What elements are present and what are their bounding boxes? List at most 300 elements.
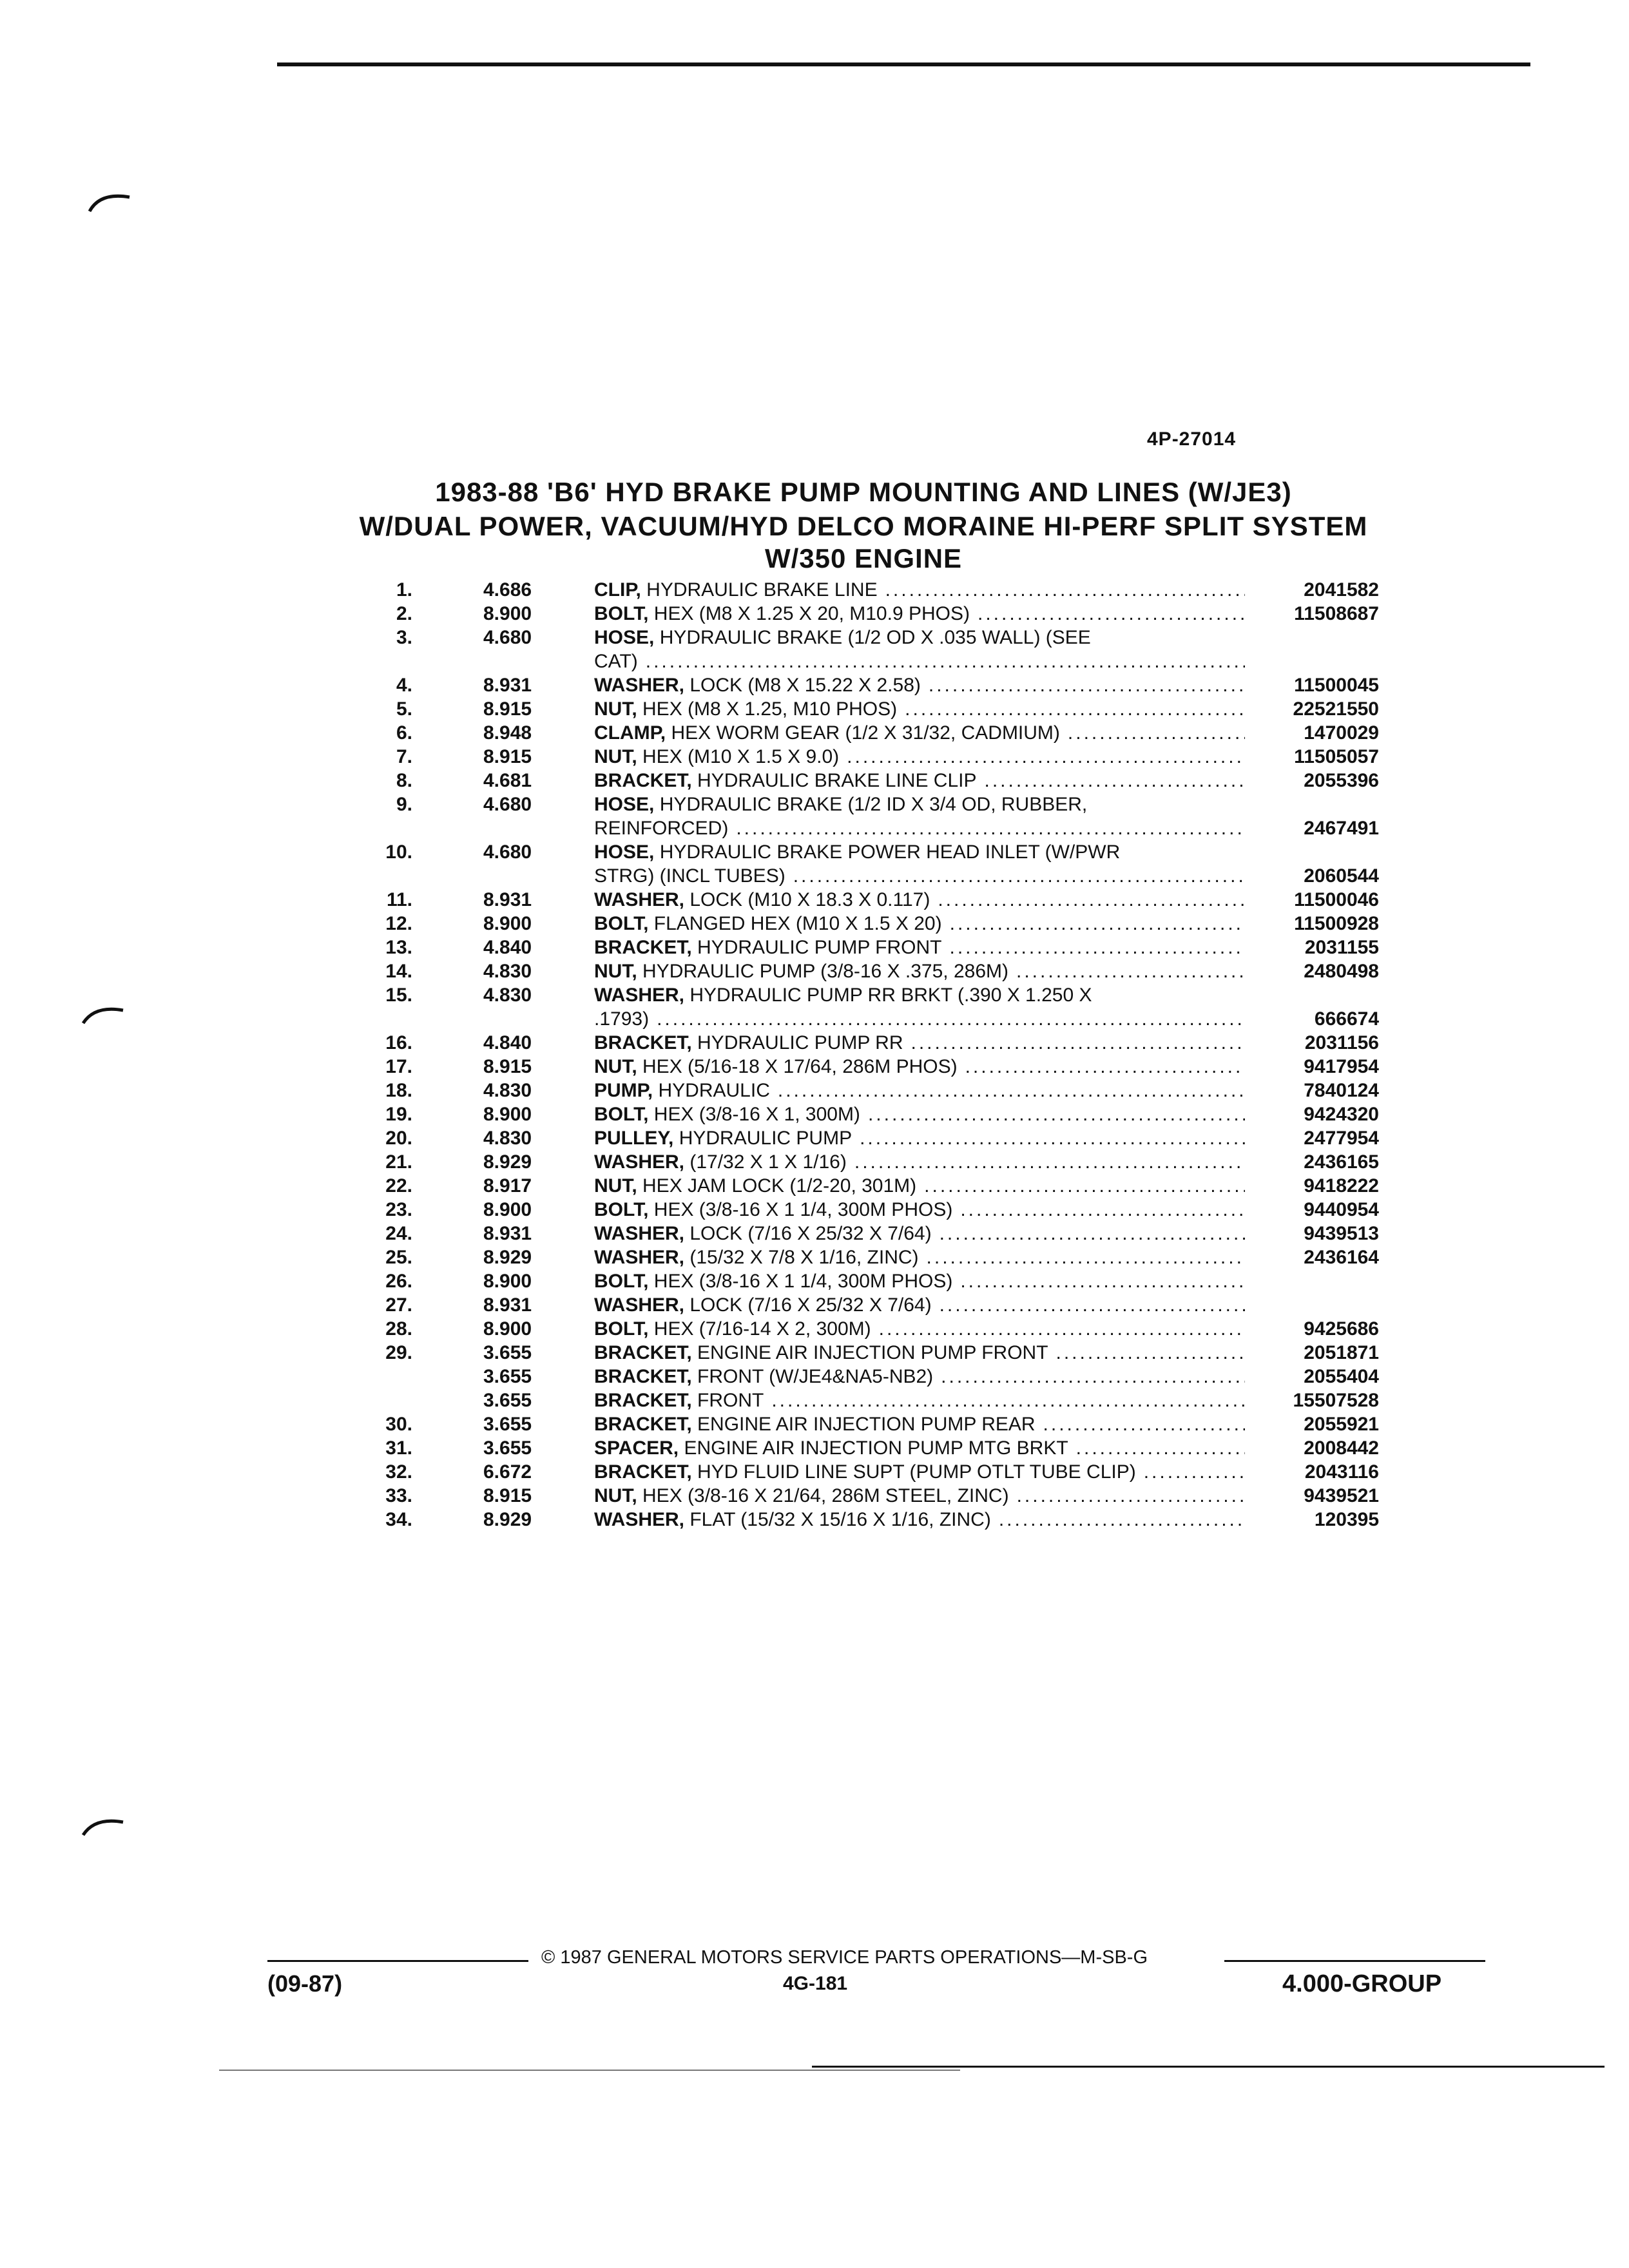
dot-leader: [999, 1508, 1245, 1532]
part-row: [348, 959, 1379, 983]
description-text: .1793): [594, 1008, 650, 1030]
group-number: 8.900: [483, 603, 532, 624]
document-number: 4P-27014: [1147, 428, 1237, 450]
margin-mark: [81, 1812, 126, 1838]
dot-leader: [1144, 1460, 1245, 1484]
part-description: [594, 769, 1245, 793]
description-line: [594, 1055, 1245, 1079]
group-number: 3.655: [483, 1437, 532, 1459]
group-number: 8.915: [483, 1485, 532, 1506]
part-description: [594, 1245, 1245, 1269]
part-number: 2060544: [1304, 865, 1379, 887]
part-description: [594, 1079, 1245, 1102]
description-line: [594, 983, 1245, 1007]
dot-leader: [847, 745, 1245, 769]
part-row: [348, 769, 1379, 793]
dot-leader: [1043, 1412, 1245, 1436]
description-text: HYDRAULIC BRAKE LINE: [646, 579, 878, 601]
part-description: [594, 1412, 1245, 1436]
description-text: ENGINE AIR INJECTION PUMP REAR: [697, 1414, 1036, 1435]
item-number: 23.: [385, 1199, 412, 1220]
dot-leader: [940, 1222, 1245, 1245]
dot-leader: [984, 769, 1245, 793]
footer-group: 4.000-GROUP: [1282, 1970, 1442, 1997]
dot-leader: [1056, 1341, 1245, 1365]
part-name: BOLT,: [594, 1271, 649, 1292]
dot-leader: [960, 1198, 1245, 1222]
description-text: REINFORCED): [594, 818, 729, 839]
group-number: 8.917: [483, 1175, 532, 1196]
part-number: 9439521: [1304, 1485, 1379, 1506]
group-number: 4.686: [483, 579, 532, 601]
description-text: HYDRAULIC BRAKE POWER HEAD INLET (W/PWR: [659, 841, 1121, 863]
item-number: 12.: [385, 913, 412, 934]
description-line: [594, 864, 1245, 888]
dot-leader: [771, 1389, 1245, 1412]
footer-page-number: 4G-181: [783, 1973, 848, 1994]
part-number: 2008442: [1304, 1437, 1379, 1459]
item-number: 34.: [385, 1509, 412, 1530]
part-number: 11500928: [1294, 913, 1379, 934]
part-name: BRACKET,: [594, 1342, 692, 1363]
dot-leader: [965, 1055, 1245, 1079]
description-line: [594, 745, 1245, 769]
description-line: [594, 888, 1245, 912]
dot-leader: [778, 1079, 1245, 1102]
part-row: [348, 936, 1379, 959]
group-number: 8.915: [483, 1056, 532, 1077]
part-description: [594, 936, 1245, 959]
part-number: 9418222: [1304, 1175, 1379, 1196]
dot-leader: [736, 816, 1245, 840]
part-number: 2477954: [1304, 1128, 1379, 1149]
dot-leader: [941, 1365, 1245, 1389]
item-number: 30.: [385, 1414, 412, 1435]
description-text: HEX (3/8-16 X 1, 300M): [653, 1104, 860, 1125]
part-number: 9440954: [1304, 1199, 1379, 1220]
item-number: 16.: [385, 1032, 412, 1053]
group-number: 8.929: [483, 1151, 532, 1173]
part-row: [348, 1150, 1379, 1174]
item-number: 4.: [396, 675, 412, 696]
dot-leader: [646, 649, 1245, 673]
description-line: [594, 1174, 1245, 1198]
description-line: [594, 1031, 1245, 1055]
description-text: HEX JAM LOCK (1/2-20, 301M): [642, 1175, 917, 1196]
part-name: BRACKET,: [594, 937, 692, 958]
item-number: 1.: [396, 579, 412, 601]
part-description: [594, 1389, 1245, 1412]
part-number: 9417954: [1304, 1056, 1379, 1077]
item-number: 18.: [385, 1080, 412, 1101]
part-number: 2031155: [1304, 937, 1379, 958]
part-number: 7840124: [1304, 1080, 1379, 1101]
part-number: 2051871: [1304, 1342, 1379, 1363]
part-row: [348, 1174, 1379, 1198]
part-description: [594, 578, 1245, 602]
dot-leader: [854, 1150, 1245, 1174]
item-number: 26.: [385, 1271, 412, 1292]
bottom-rule-right: [812, 2066, 1605, 2068]
part-description: [594, 697, 1245, 721]
item-number: 2.: [396, 603, 412, 624]
dot-leader: [905, 697, 1245, 721]
description-line: [594, 1484, 1245, 1508]
description-line: [594, 721, 1245, 745]
description-text: HYDRAULIC BRAKE (1/2 ID X 3/4 OD, RUBBER,: [659, 794, 1088, 815]
part-number: 2041582: [1304, 579, 1379, 601]
part-row: [348, 793, 1379, 840]
description-text: HYDRAULIC PUMP RR BRKT (.390 X 1.250 X: [689, 985, 1092, 1006]
description-text: HYD FLUID LINE SUPT (PUMP OTLT TUBE CLIP): [697, 1461, 1136, 1483]
dot-leader: [1016, 959, 1245, 983]
dot-leader: [978, 602, 1245, 626]
part-name: CLAMP,: [594, 722, 666, 744]
group-number: 3.655: [483, 1390, 532, 1411]
group-number: 4.830: [483, 985, 532, 1006]
part-name: WASHER,: [594, 1151, 685, 1173]
description-line: [594, 1102, 1245, 1126]
part-name: WASHER,: [594, 1509, 685, 1530]
description-text: LOCK (M10 X 18.3 X 0.117): [689, 889, 930, 910]
description-line: [594, 1198, 1245, 1222]
item-number: 17.: [385, 1056, 412, 1077]
dot-leader: [860, 1126, 1245, 1150]
part-row: [348, 1389, 1379, 1412]
part-row: [348, 1412, 1379, 1436]
description-line: [594, 673, 1245, 697]
bottom-rule: [219, 2070, 960, 2071]
item-number: 25.: [385, 1247, 412, 1268]
part-description: [594, 793, 1245, 840]
description-text: HEX (3/8-16 X 1 1/4, 300M PHOS): [653, 1199, 953, 1220]
description-text: ENGINE AIR INJECTION PUMP MTG BRKT: [684, 1437, 1068, 1459]
part-row: [348, 721, 1379, 745]
part-name: CLIP,: [594, 579, 641, 601]
group-number: 4.830: [483, 1128, 532, 1149]
footer-rule-left: [267, 1960, 528, 1962]
item-number: 24.: [385, 1223, 412, 1244]
part-name: BRACKET,: [594, 770, 692, 791]
group-number: 8.931: [483, 1294, 532, 1316]
description-text: STRG) (INCL TUBES): [594, 865, 786, 887]
description-line: [594, 1269, 1245, 1293]
part-name: HOSE,: [594, 794, 655, 815]
description-text: HYDRAULIC PUMP: [679, 1128, 853, 1149]
part-name: BOLT,: [594, 1199, 649, 1220]
description-line: [594, 578, 1245, 602]
dot-leader: [657, 1007, 1245, 1031]
item-number: 13.: [385, 937, 412, 958]
description-line: [594, 1412, 1245, 1436]
part-row: [348, 1460, 1379, 1484]
part-description: [594, 1269, 1245, 1293]
description-line: [594, 816, 1245, 840]
group-number: 8.915: [483, 746, 532, 767]
group-number: 4.830: [483, 1080, 532, 1101]
group-number: 8.900: [483, 1271, 532, 1292]
margin-mark: [87, 188, 132, 214]
part-description: [594, 626, 1245, 673]
dot-leader: [950, 912, 1245, 936]
part-description: [594, 1460, 1245, 1484]
dot-leader: [1076, 1436, 1245, 1460]
part-number: 120395: [1314, 1509, 1379, 1530]
part-name: NUT,: [594, 746, 637, 767]
description-line: [594, 936, 1245, 959]
part-description: [594, 673, 1245, 697]
part-description: [594, 1484, 1245, 1508]
part-row: [348, 602, 1379, 626]
group-number: 8.948: [483, 722, 532, 744]
part-number: 11505057: [1294, 746, 1379, 767]
part-number: 2480498: [1304, 961, 1379, 982]
part-description: [594, 1102, 1245, 1126]
part-row: [348, 1055, 1379, 1079]
description-text: HEX (5/16-18 X 17/64, 286M PHOS): [642, 1056, 958, 1077]
dot-leader: [885, 578, 1245, 602]
footer-rule-right: [1224, 1960, 1485, 1962]
dot-leader: [927, 1245, 1245, 1269]
description-line: [594, 1126, 1245, 1150]
part-description: [594, 983, 1245, 1031]
description-line: [594, 1365, 1245, 1389]
description-text: HYDRAULIC: [658, 1080, 770, 1101]
group-number: 4.681: [483, 770, 532, 791]
part-row: [348, 983, 1379, 1031]
description-text: HEX (M8 X 1.25 X 20, M10.9 PHOS): [653, 603, 970, 624]
part-number: 2031156: [1304, 1032, 1379, 1053]
part-description: [594, 888, 1245, 912]
part-number: 2043116: [1304, 1461, 1379, 1483]
part-row: [348, 1269, 1379, 1293]
part-name: BOLT,: [594, 1318, 649, 1340]
part-number: 11500045: [1294, 675, 1379, 696]
item-number: 28.: [385, 1318, 412, 1340]
part-description: [594, 1055, 1245, 1079]
part-row: [348, 1198, 1379, 1222]
description-line: [594, 840, 1245, 864]
part-description: [594, 1317, 1245, 1341]
description-line: [594, 1079, 1245, 1102]
part-number: 666674: [1314, 1008, 1379, 1030]
part-name: HOSE,: [594, 627, 655, 648]
dot-leader: [929, 673, 1245, 697]
item-number: 10.: [385, 841, 412, 863]
item-number: 20.: [385, 1128, 412, 1149]
description-text: (15/32 X 7/8 X 1/16, ZINC): [689, 1247, 919, 1268]
part-name: WASHER,: [594, 889, 685, 910]
part-name: NUT,: [594, 1056, 637, 1077]
item-number: 22.: [385, 1175, 412, 1196]
item-number: 9.: [396, 794, 412, 815]
description-text: FRONT: [697, 1390, 764, 1411]
parts-list: [348, 578, 1379, 1532]
part-row: [348, 840, 1379, 888]
dot-leader: [1017, 1484, 1245, 1508]
part-number: 2055921: [1304, 1414, 1379, 1435]
description-text: (17/32 X 1 X 1/16): [689, 1151, 847, 1173]
description-text: HEX (3/8-16 X 1 1/4, 300M PHOS): [653, 1271, 953, 1292]
part-description: [594, 602, 1245, 626]
part-name: BRACKET,: [594, 1461, 692, 1483]
part-description: [594, 1365, 1245, 1389]
group-number: 8.900: [483, 1104, 532, 1125]
description-line: [594, 1508, 1245, 1532]
group-number: 4.680: [483, 841, 532, 863]
part-number: 2436164: [1304, 1247, 1379, 1268]
item-number: 14.: [385, 961, 412, 982]
part-row: [348, 673, 1379, 697]
group-number: 8.929: [483, 1509, 532, 1530]
part-description: [594, 1222, 1245, 1245]
part-name: WASHER,: [594, 1247, 685, 1268]
part-number: 9424320: [1304, 1104, 1379, 1125]
part-name: WASHER,: [594, 675, 685, 696]
part-row: [348, 1126, 1379, 1150]
part-name: WASHER,: [594, 985, 685, 1006]
item-number: 5.: [396, 698, 412, 720]
part-row: [348, 1293, 1379, 1317]
part-description: [594, 1150, 1245, 1174]
description-text: HYDRAULIC PUMP (3/8-16 X .375, 286M): [642, 961, 1009, 982]
part-row: [348, 1484, 1379, 1508]
part-description: [594, 1508, 1245, 1532]
item-number: 8.: [396, 770, 412, 791]
item-number: 6.: [396, 722, 412, 744]
part-number: 9425686: [1304, 1318, 1379, 1340]
part-name: BOLT,: [594, 1104, 649, 1125]
part-name: BRACKET,: [594, 1390, 692, 1411]
item-number: 3.: [396, 627, 412, 648]
dot-leader: [950, 936, 1246, 959]
part-row: [348, 1508, 1379, 1532]
part-description: [594, 1341, 1245, 1365]
dot-leader: [960, 1269, 1245, 1293]
group-number: 3.655: [483, 1342, 532, 1363]
description-text: HYDRAULIC PUMP FRONT: [697, 937, 942, 958]
description-line: [594, 626, 1245, 649]
description-text: FLANGED HEX (M10 X 1.5 X 20): [653, 913, 942, 934]
description-text: HYDRAULIC PUMP RR: [697, 1032, 903, 1053]
description-text: HEX (3/8-16 X 21/64, 286M STEEL, ZINC): [642, 1485, 1009, 1506]
description-line: [594, 1341, 1245, 1365]
dot-leader: [879, 1317, 1245, 1341]
description-line: [594, 793, 1245, 816]
margin-mark: [81, 1000, 126, 1026]
part-name: WASHER,: [594, 1223, 685, 1244]
footer-date: (09-87): [267, 1970, 343, 1997]
description-line: [594, 1317, 1245, 1341]
item-number: 11.: [386, 889, 412, 910]
part-name: BOLT,: [594, 913, 649, 934]
part-description: [594, 1436, 1245, 1460]
group-number: 4.840: [483, 1032, 532, 1053]
part-row: [348, 1341, 1379, 1365]
group-number: 8.900: [483, 913, 532, 934]
part-description: [594, 721, 1245, 745]
part-name: NUT,: [594, 1175, 637, 1196]
top-rule: [277, 62, 1530, 66]
description-text: HYDRAULIC BRAKE LINE CLIP: [697, 770, 977, 791]
part-row: [348, 1365, 1379, 1389]
description-line: [594, 1436, 1245, 1460]
part-name: BRACKET,: [594, 1414, 692, 1435]
description-line: [594, 1389, 1245, 1412]
part-row: [348, 578, 1379, 602]
part-description: [594, 1174, 1245, 1198]
description-line: [594, 912, 1245, 936]
description-text: FRONT (W/JE4&NA5-NB2): [697, 1366, 934, 1387]
part-row: [348, 1317, 1379, 1341]
description-text: FLAT (15/32 X 15/16 X 1/16, ZINC): [689, 1509, 991, 1530]
description-line: [594, 959, 1245, 983]
part-row: [348, 1436, 1379, 1460]
description-text: ENGINE AIR INJECTION PUMP FRONT: [697, 1342, 1048, 1363]
part-row: [348, 1031, 1379, 1055]
group-number: 4.680: [483, 627, 532, 648]
dot-leader: [793, 864, 1245, 888]
part-row: [348, 912, 1379, 936]
description-line: [594, 1150, 1245, 1174]
part-number: 2055396: [1304, 770, 1379, 791]
part-number: 15507528: [1293, 1390, 1379, 1411]
group-number: 4.680: [483, 794, 532, 815]
title-line-1: 1983-88 'B6' HYD BRAKE PUMP MOUNTING AND LINES (W/JE3): [435, 477, 1292, 507]
part-name: PULLEY,: [594, 1128, 674, 1149]
part-row: [348, 1222, 1379, 1245]
part-description: [594, 1031, 1245, 1055]
part-name: WASHER,: [594, 1294, 685, 1316]
group-number: 6.672: [483, 1461, 532, 1483]
group-number: 8.900: [483, 1199, 532, 1220]
group-number: 3.655: [483, 1414, 532, 1435]
description-line: [594, 602, 1245, 626]
part-name: NUT,: [594, 698, 637, 720]
item-number: 27.: [385, 1294, 412, 1316]
footer-copyright: © 1987 GENERAL MOTORS SERVICE PARTS OPERATIONS—M-SB-G: [541, 1947, 1148, 1968]
group-number: 8.915: [483, 698, 532, 720]
part-description: [594, 1198, 1245, 1222]
part-number: 1470029: [1304, 722, 1379, 744]
description-text: HEX (7/16-14 X 2, 300M): [653, 1318, 871, 1340]
part-name: PUMP,: [594, 1080, 653, 1101]
part-number: 2436165: [1304, 1151, 1379, 1173]
part-name: NUT,: [594, 961, 637, 982]
description-text: HEX (M10 X 1.5 X 9.0): [642, 746, 840, 767]
group-number: 4.830: [483, 961, 532, 982]
group-number: 8.931: [483, 1223, 532, 1244]
group-number: 8.931: [483, 889, 532, 910]
group-number: 4.840: [483, 937, 532, 958]
item-number: 7.: [396, 746, 412, 767]
item-number: 19.: [385, 1104, 412, 1125]
description-line: [594, 1293, 1245, 1317]
dot-leader: [1068, 721, 1245, 745]
part-description: [594, 959, 1245, 983]
item-number: 33.: [385, 1485, 412, 1506]
dot-leader: [868, 1102, 1245, 1126]
part-name: BRACKET,: [594, 1366, 692, 1387]
description-line: [594, 1007, 1245, 1031]
description-line: [594, 1460, 1245, 1484]
part-row: [348, 1079, 1379, 1102]
part-row: [348, 626, 1379, 673]
item-number: 31.: [385, 1437, 412, 1459]
title-line-3: W/350 ENGINE: [764, 543, 963, 573]
part-row: [348, 697, 1379, 721]
description-line: [594, 1222, 1245, 1245]
